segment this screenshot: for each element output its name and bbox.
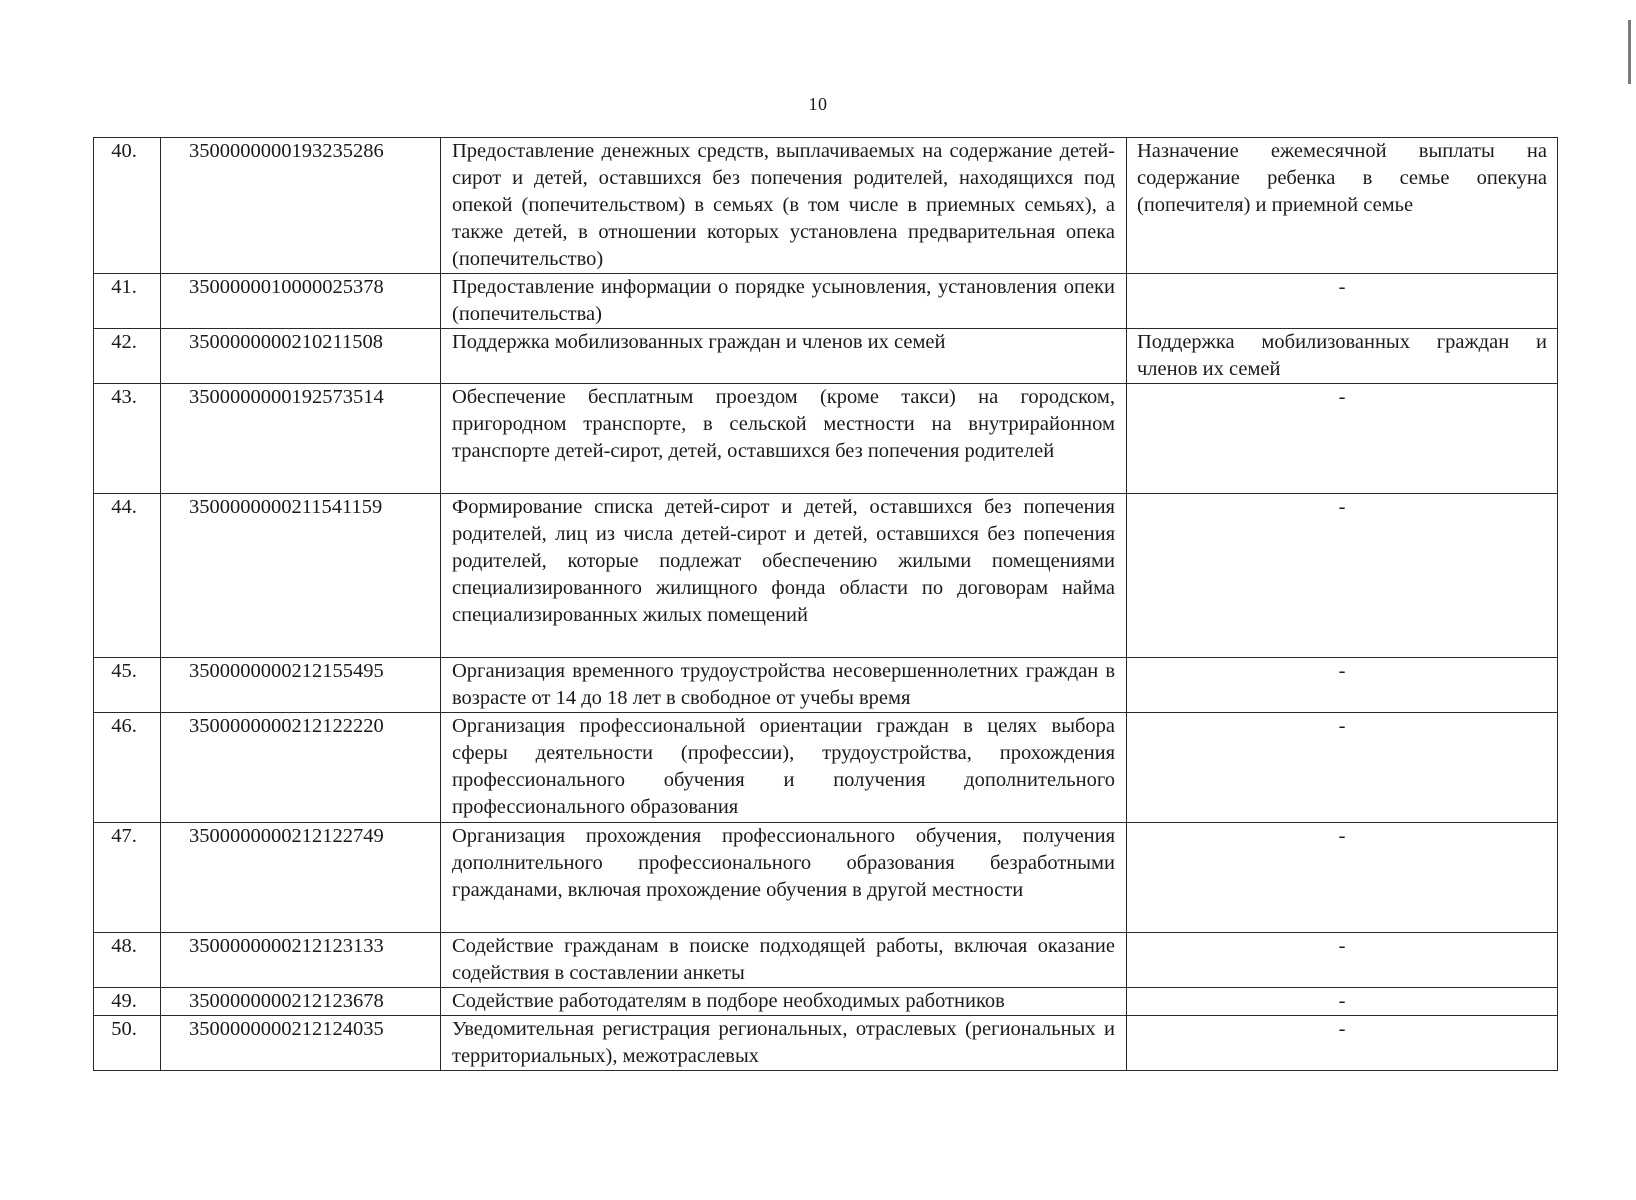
service-code: 3500000000212122749 — [161, 823, 441, 933]
table-row — [94, 329, 1558, 384]
support-measure: - — [1127, 933, 1558, 988]
service-name: Содействие работодателям в подборе необходимых работников — [441, 988, 1127, 1016]
table-row — [94, 988, 1558, 1016]
service-name: Предоставление денежных средств, выплачиваемых на содержание детей-сирот и детей, оставшихся без попечения родителей, находящихся под опекой (попечительством) в семьях (в том числе в приемных семьях), а также детей, в отношении которых установлена предварительная опека (попечительство) — [441, 138, 1127, 274]
service-name: Формирование списка детей-сирот и детей, оставшихся без попечения родителей, лиц из числа детей-сирот и детей, оставшихся без попечения родителей, которые подлежат обеспечению жилыми помещениями специализированного жилищного фонда области по договорам найма специализированных жилых помещений — [441, 494, 1127, 658]
services-registry-table — [93, 137, 1558, 1071]
service-code: 3500000000193235286 — [161, 138, 441, 274]
service-name: Организация временного трудоустройства несовершеннолетних граждан в возрасте от 14 до 18 лет в свободное от учебы время — [441, 658, 1127, 713]
service-code: 3500000000212124035 — [161, 1016, 441, 1071]
table-row — [94, 933, 1558, 988]
row-number: 42. — [94, 329, 161, 384]
table-row — [94, 138, 1558, 274]
support-measure: - — [1127, 658, 1558, 713]
service-name: Содействие гражданам в поиске подходящей работы, включая оказание содействия в составлении анкеты — [441, 933, 1127, 988]
support-measure: - — [1127, 494, 1558, 658]
table-row — [94, 494, 1558, 658]
service-name: Организация профессиональной ориентации граждан в целях выбора сферы деятельности (профессии), трудоустройства, прохождения профессионального обучения и получения дополнительного профессионального образования — [441, 713, 1127, 823]
table-row — [94, 274, 1558, 329]
row-number: 45. — [94, 658, 161, 713]
row-number: 44. — [94, 494, 161, 658]
service-name: Обеспечение бесплатным проездом (кроме такси) на городском, пригородном транспорте, в сельской местности на внутрирайонном транспорте детей-сирот, детей, оставшихся без попечения родителей — [441, 384, 1127, 494]
support-measure: - — [1127, 713, 1558, 823]
support-measure: - — [1127, 988, 1558, 1016]
row-number: 46. — [94, 713, 161, 823]
service-name: Поддержка мобилизованных граждан и членов их семей — [441, 329, 1127, 384]
row-number: 49. — [94, 988, 161, 1016]
row-number: 50. — [94, 1016, 161, 1071]
service-code: 3500000000192573514 — [161, 384, 441, 494]
service-code: 3500000000212123133 — [161, 933, 441, 988]
table-row — [94, 384, 1558, 494]
table-row — [94, 1016, 1558, 1071]
service-code: 3500000000212122220 — [161, 713, 441, 823]
service-code: 3500000000212155495 — [161, 658, 441, 713]
table-row — [94, 658, 1558, 713]
row-number: 47. — [94, 823, 161, 933]
service-name: Уведомительная регистрация региональных, отраслевых (региональных и территориальных), межотраслевых — [441, 1016, 1127, 1071]
page-number: 10 — [808, 94, 828, 114]
row-number: 41. — [94, 274, 161, 329]
support-measure: - — [1127, 274, 1558, 329]
support-measure: Назначение ежемесячной выплаты на содержание ребенка в семье опекуна (попечителя) и приемной семье — [1127, 138, 1558, 274]
table-row — [94, 823, 1558, 933]
service-code: 3500000000211541159 — [161, 494, 441, 658]
row-number: 40. — [94, 138, 161, 274]
service-code: 3500000000210211508 — [161, 329, 441, 384]
service-name: Предоставление информации о порядке усыновления, установления опеки (попечительства) — [441, 274, 1127, 329]
scan-edge-mark — [1628, 20, 1631, 84]
service-name: Организация прохождения профессионального обучения, получения дополнительного профессионального образования безработными гражданами, включая прохождение обучения в другой местности — [441, 823, 1127, 933]
support-measure: Поддержка мобилизованных граждан и членов их семей — [1127, 329, 1558, 384]
service-code: 3500000000212123678 — [161, 988, 441, 1016]
support-measure: - — [1127, 1016, 1558, 1071]
row-number: 48. — [94, 933, 161, 988]
service-code: 3500000010000025378 — [161, 274, 441, 329]
support-measure: - — [1127, 384, 1558, 494]
table-row — [94, 713, 1558, 823]
support-measure: - — [1127, 823, 1558, 933]
row-number: 43. — [94, 384, 161, 494]
